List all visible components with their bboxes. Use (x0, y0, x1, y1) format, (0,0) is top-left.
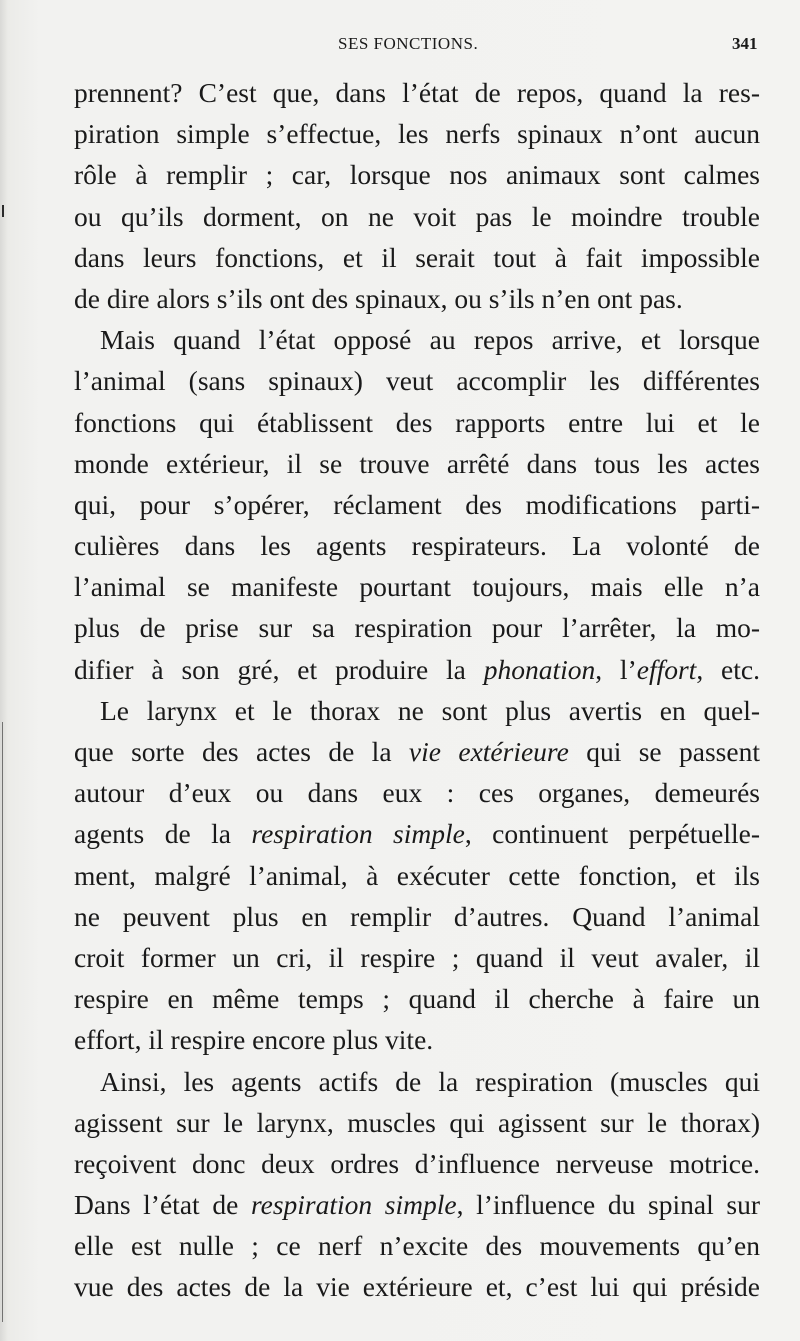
text-segment: croit former un cri, il respire ; quand il veut avaler, il (74, 941, 760, 973)
text-line (74, 566, 760, 607)
text-segment: l’animal (sans spinaux) veut accomplir les différentes (74, 365, 760, 397)
page-header (0, 34, 800, 58)
text-line (74, 1061, 760, 1102)
text-segment: , continuent perpétuelle- (464, 818, 760, 850)
italic-text: respiration simple (250, 1189, 457, 1221)
text-segment: monde extérieur, il se trouve arrêté dans tous les actes (74, 447, 760, 479)
text-segment: rôle à remplir ; car, lorsque nos animaux sont calmes (74, 159, 760, 191)
text-segment: Mais quand l’état opposé au repos arrive, et lorsque (100, 324, 760, 356)
paragraph (74, 1061, 760, 1308)
text-segment: l’animal se manifeste pourtant toujours, mais elle n’a (74, 571, 760, 603)
text-segment: plus de prise sur sa respiration pour l’arrêter, la mo- (74, 612, 760, 644)
text-segment: fonctions qui établissent des rapports entre lui et le (74, 406, 760, 438)
text-segment: reçoivent donc deux ordres d’influence nerveuse motrice. (74, 1147, 760, 1179)
text-line (74, 1184, 760, 1225)
text-line (74, 855, 760, 896)
text-segment: Ainsi, les agents actifs de la respiration (muscles qui (100, 1065, 760, 1097)
text-segment: , etc. (696, 653, 760, 685)
text-segment: vue des actes de la vie extérieure et, c’est lui qui préside (74, 1271, 760, 1303)
paragraph (74, 72, 760, 319)
text-segment: que sorte des actes de la (74, 736, 409, 767)
text-segment: dans leurs fonctions, et il serait tout à fait impossible (74, 241, 760, 273)
paragraph (74, 690, 760, 1061)
text-segment: de dire alors s’ils ont des spinaux, ou s’ils n’en ont pas. (74, 282, 683, 314)
text-segment: Dans l’état de (74, 1189, 251, 1221)
text-line (74, 896, 760, 937)
text-segment: agissent sur le larynx, muscles qui agissent sur le thorax) (74, 1106, 760, 1138)
text-segment: autour d’eux ou dans eux : ces organes, demeurés (74, 777, 760, 809)
text-segment: , l’ (595, 653, 637, 685)
text-line (74, 360, 760, 401)
italic-text: vie extérieure (408, 736, 569, 767)
text-line (74, 1143, 760, 1184)
text-segment: effort, il respire encore plus vite. (74, 1024, 434, 1056)
text-segment: piration simple s’effectue, les nerfs spinaux n’ont aucun (74, 118, 760, 150)
page-number: 341 (732, 34, 758, 53)
text-segment: , l’influence du spinal sur (456, 1189, 761, 1221)
text-line (74, 402, 760, 443)
text-line (74, 1225, 760, 1266)
text-line (74, 1102, 760, 1143)
text-segment: agents de la (74, 818, 252, 850)
text-segment: elle est nulle ; ce nerf n’excite des mouvements qu’en (74, 1230, 760, 1262)
text-segment: difier à son gré, et produire la (74, 653, 484, 685)
text-segment: qui, pour s’opérer, réclament des modifications parti- (74, 488, 760, 520)
text-line (74, 607, 760, 648)
italic-text: phonation (483, 653, 596, 685)
text-line (74, 690, 760, 731)
text-line (74, 772, 760, 813)
text-segment: respire en même temps ; quand il cherche à faire un (74, 983, 760, 1015)
text-segment: culières dans les agents respirateurs. La volonté de (74, 530, 760, 562)
gutter-edge (2, 722, 3, 1322)
text-line (74, 237, 760, 278)
text-line (74, 525, 760, 566)
text-segment: ne peuvent plus en remplir d’autres. Quand l’animal (74, 900, 760, 932)
text-line (74, 813, 760, 854)
text-line (74, 154, 760, 195)
text-line (74, 113, 760, 154)
text-line (74, 978, 760, 1019)
text-line (74, 72, 760, 113)
text-segment: Le larynx et le thorax ne sont plus avertis en quel- (100, 694, 760, 726)
italic-text: respiration simple (251, 818, 465, 850)
text-line (74, 196, 760, 237)
text-line (74, 649, 760, 690)
text-segment: qui se passent (568, 736, 760, 767)
gutter-mark (2, 205, 4, 217)
text-line (74, 937, 760, 978)
paragraph (74, 319, 760, 690)
text-line (74, 278, 760, 319)
running-head: SES FONCTIONS. (338, 34, 479, 53)
body-text (74, 72, 760, 1308)
text-line (74, 443, 760, 484)
text-line (74, 1019, 760, 1060)
text-segment: prennent? C’est que, dans l’état de repos, quand la res- (74, 77, 760, 108)
text-line (74, 484, 760, 525)
italic-text: effort (636, 653, 697, 685)
text-line (74, 1266, 760, 1307)
text-segment: ment, malgré l’animal, à exécuter cette fonction, et ils (74, 859, 760, 891)
text-line (74, 319, 760, 360)
text-segment: ou qu’ils dorment, on ne voit pas le moindre trouble (74, 200, 760, 232)
text-line (74, 731, 760, 772)
